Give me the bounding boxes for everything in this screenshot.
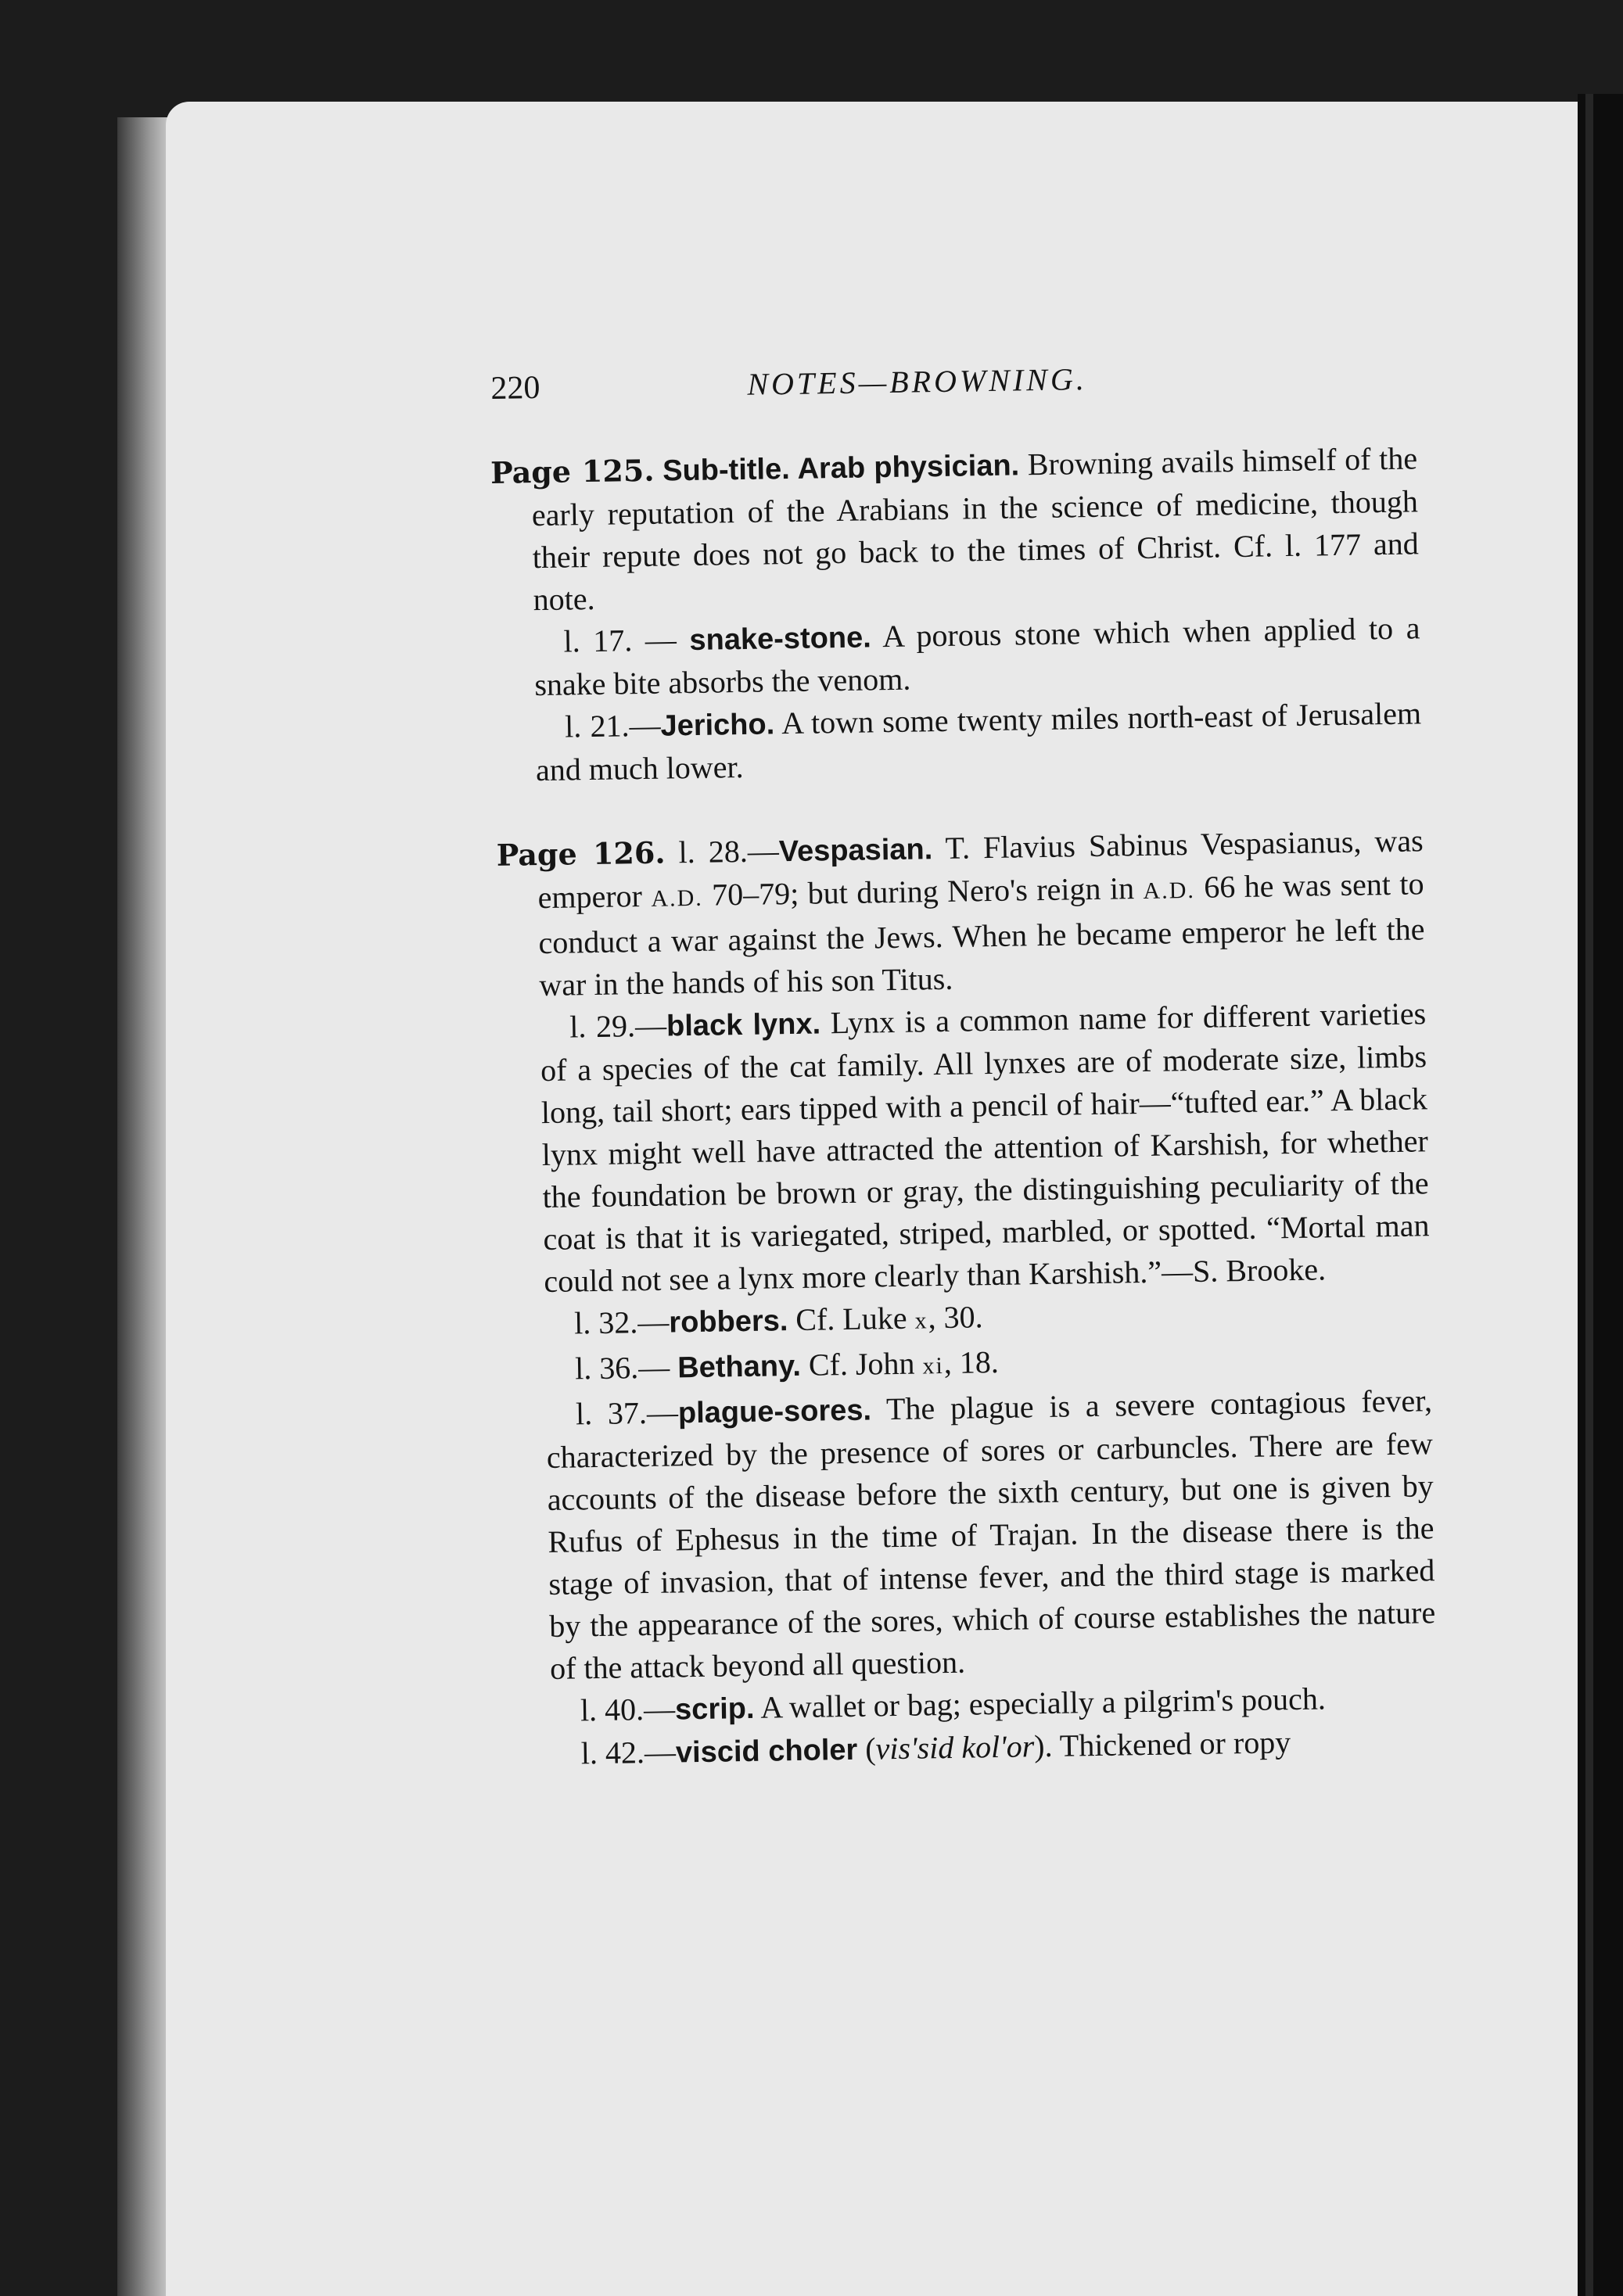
headword: plague-sores. (677, 1394, 872, 1430)
line-reference: l. 17. — (563, 622, 690, 659)
chapter-numeral: x (914, 1308, 928, 1334)
headword: black lynx. (666, 1007, 821, 1043)
line-reference: l. 21.— (564, 707, 661, 744)
right-page-edge (1578, 94, 1623, 2296)
chapter-numeral: xi (922, 1353, 945, 1379)
note-entry (494, 692, 1423, 792)
note-text: A wallet or bag; especially a pilgrim's pouch. (754, 1681, 1327, 1725)
headword: Jericho. (660, 708, 775, 743)
line-reference: l. 32.— (573, 1304, 670, 1341)
headword: Vespasian. (778, 833, 933, 869)
note-entry (505, 1379, 1437, 1691)
page-edge (117, 117, 172, 2296)
note-entry: l. 32.—robbers. Cf. Luke x, 30. (573, 1299, 983, 1341)
running-title: NOTES—BROWNING. (747, 361, 1088, 402)
era-abbrev: A.D. (1143, 877, 1196, 904)
line-reference: l. 28.— (665, 833, 780, 870)
note-entry (490, 437, 1420, 622)
note-text: A town some twenty miles north-east of Jerusalem and much lower. (535, 695, 1422, 788)
note-entry (499, 992, 1431, 1304)
headword: scrip. (674, 1692, 755, 1727)
page-number: 220 (490, 369, 540, 407)
note-entry: l. 36.— Bethany. Cf. John xi, 18. (574, 1344, 1000, 1387)
headword: Bethany. (677, 1349, 802, 1385)
headword: Sub-title. Arab physician. (662, 449, 1020, 488)
note-text: The plague is a severe contagious fever, characterized by the presence of sores or carbuncles. There are few accounts of the disease before the sixth century, but one is given by Rufus of Ephesus in the time of Trajan. In the disease there is the stage of invasion, that of intense fever, and the third stage is marked by the appearance of the sores, which of course establishes the nature of the attack beyond all question. (546, 1383, 1436, 1686)
headword: snake-stone. (689, 621, 872, 658)
line-reference: l. 42.— (580, 1734, 677, 1771)
pronunciation: vis'sid kol'or (875, 1728, 1035, 1767)
era-abbrev: A.D. (651, 884, 704, 912)
headword: viscid choler (675, 1733, 858, 1770)
line-reference: l. 37.— (575, 1394, 679, 1432)
line-reference: l. 36.— (574, 1349, 678, 1387)
note-entry: Page 126. l. 28.—Vespasian. T. Flavius Sabinus Vespasianus, was emperor A.D. 70–79; but during Nero's reign in A.D. 66 he was sent to conduct a war against the Jews. When he became emperor he left the war in the hands of his son Titus. (496, 823, 1425, 1003)
note-text: Browning avails himself of the early reputation of the Arabians in the science of medicine, though their repute does not go back to the times of Christ. Cf. l. 177 and note. (531, 440, 1420, 618)
note-entry: l. 42.—viscid choler (vis'sid kol'or). Thickened or ropy (580, 1724, 1291, 1771)
page-reference: Page 126. (496, 834, 666, 873)
note-text: A porous stone which when applied to a snake bite absorbs the venom. (534, 610, 1420, 703)
page-reference: Page 125. (490, 452, 655, 490)
headword: robbers. (669, 1304, 788, 1340)
note-text: Lynx is a common name for different varieties of a species of the cat family. All lynxes are of moderate size, limbs long, tail short; ears tipped with a pencil of hair—“tufted ear.” A black lynx might well have attracted the attention of Karshish, for whether the foundation be brown or gray, the distinguishing peculiarity of the coat is that it is variegated, striped, marbled, or spotted. “Mortal man could not see a lynx more clearly than Karshish.”—S. Brooke. (540, 996, 1430, 1300)
line-reference: l. 40.— (580, 1691, 676, 1728)
line-reference: l. 29.— (569, 1007, 667, 1045)
note-entry (493, 607, 1421, 707)
page-content (489, 353, 1438, 1776)
